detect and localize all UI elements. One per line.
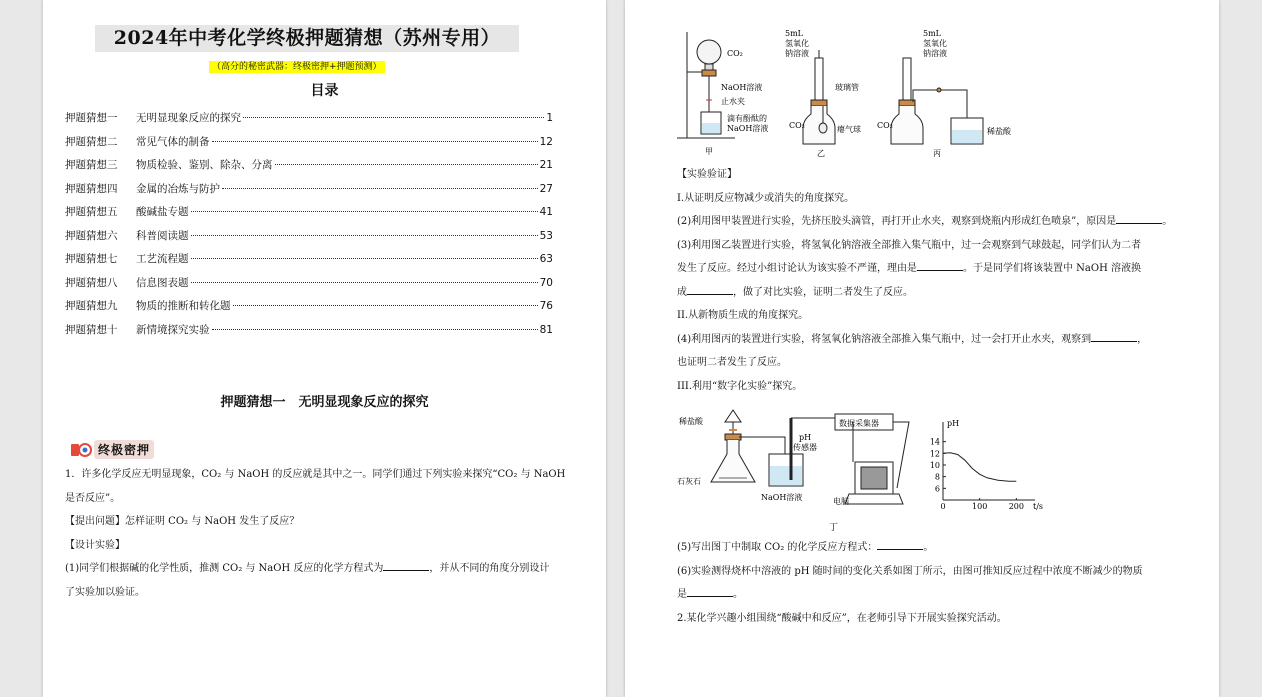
toc-leader-dots <box>275 164 538 165</box>
paragraph-line: I.从证明反应物减少或消失的角度探究。 <box>677 192 855 204</box>
answer-blank[interactable] <box>687 284 733 295</box>
apparatus-figure-2 <box>675 404 1044 534</box>
toc-entry[interactable] <box>65 157 553 181</box>
text-run: 。 <box>733 589 743 600</box>
text-run: (4)利用图丙的装置进行实验，将氢氧化钠溶液全部推入集气瓶中，过一会打开止水夹，观察到 <box>677 333 1092 345</box>
toc-entry-page: 21 <box>539 159 553 171</box>
text-run: 发生了反应。经过小组讨论认为该实验不严谨，理由是 <box>677 263 917 274</box>
toc-entry-label: 无明显现象反应的探究 <box>136 112 241 124</box>
toc-entry[interactable] <box>65 228 553 252</box>
paragraph-line <box>677 210 1207 234</box>
label-naoh-c1: 氢氧化 <box>923 39 947 48</box>
answer-blank[interactable] <box>1116 213 1162 224</box>
paragraph-line <box>677 536 1207 560</box>
text-run: (1)同学们根据碱的化学性质，推测 CO₂ 与 NaOH 反应的化学方程式为 <box>65 563 384 574</box>
toc-entry-page: 63 <box>539 253 553 265</box>
paragraph-line: 【提出问题】怎样证明 CO₂ 与 NaOH 发生了反应？ <box>65 516 300 527</box>
answer-blank[interactable] <box>917 260 963 271</box>
y-tick-label: 10 <box>929 461 940 470</box>
text-run: ，并从不同的角度分别设计 <box>429 563 550 574</box>
paragraph-line: III.利用“数字化实验”探究。 <box>677 380 803 392</box>
label-5ml: 5mL <box>785 29 803 38</box>
toc-leader-dots <box>222 188 538 189</box>
text-run: 。 <box>1162 216 1173 227</box>
label-clip: 止水夹 <box>721 97 745 106</box>
label-naoh-solution-2: NaOH溶液 <box>761 493 803 502</box>
toc-entry-number: 押题猜想四 <box>65 182 118 195</box>
toc-leader-dots <box>243 117 544 118</box>
text-run: 成 <box>677 286 687 298</box>
toc-entry[interactable] <box>65 181 553 205</box>
toc-entry-label: 常见气体的制备 <box>136 135 210 148</box>
toc-leader-dots <box>191 258 538 259</box>
paragraph-line: II.从新物质生成的角度探究。 <box>677 310 809 321</box>
y-tick-label: 6 <box>934 484 940 494</box>
paragraph-line <box>677 281 1207 305</box>
y-tick-label: 14 <box>929 437 940 447</box>
toc-entry-page: 53 <box>539 229 553 242</box>
label-5ml-c: 5mL <box>923 29 941 38</box>
text-run: 是 <box>677 589 687 600</box>
apparatus-ding <box>711 410 909 504</box>
paragraph-line <box>677 328 1207 352</box>
toc-entry[interactable] <box>65 251 553 275</box>
toc-entry-label: 新情境探究实验 <box>136 323 210 336</box>
answer-blank[interactable] <box>383 560 429 571</box>
toc-heading: 目录 <box>310 83 339 99</box>
answer-blank[interactable] <box>1091 331 1137 342</box>
label-bing: 丙 <box>933 149 941 158</box>
text-run: ，做了对比实验，证明二者发生了反应。 <box>733 286 913 298</box>
paragraph-line: 是否反应”。 <box>65 492 121 504</box>
answer-blank[interactable] <box>687 586 733 597</box>
question-1 <box>65 463 585 604</box>
answer-blank[interactable] <box>877 539 923 550</box>
paragraph-line: 【设计实验】 <box>65 539 125 551</box>
label-limestone: 石灰石 <box>677 477 701 486</box>
document-page-right <box>625 0 1219 697</box>
label-computer: 电脑 <box>833 497 849 506</box>
toc-entry[interactable] <box>65 204 553 228</box>
text-run: 。于是同学们将该装置中 NaOH 溶液换 <box>963 263 1141 274</box>
label-phenol-1: 滴有酚酞的 <box>727 114 767 123</box>
badge-label: 终极密押 <box>94 440 154 459</box>
toc-entry[interactable] <box>65 275 553 299</box>
toc-entry-number: 押题猜想三 <box>65 159 118 171</box>
label-ph-sensor-2: 传感器 <box>793 443 817 452</box>
x-tick-label: 0 <box>940 502 946 511</box>
label-yi: 乙 <box>817 149 825 158</box>
text-run: ， <box>1137 333 1148 345</box>
label-naoh-c2: 钠溶液 <box>923 49 947 58</box>
paragraph-line: 2.某化学兴趣小组围绕“酸碱中和反应”，在老师引导下开展实验探究活动。 <box>677 612 1007 624</box>
paragraph-line: (6)实验测得烧杯中溶液的 pH 随时间的变化关系如图丁所示，由图可推知反应过程中浓度不断减少的物质 <box>677 565 1143 577</box>
apparatus-figure-1 <box>675 28 1015 160</box>
paragraph-line: (3)利用图乙装置进行实验，将氢氧化钠溶液全部推入集气瓶中，过一会观察到气球鼓起，同学们认为二者 <box>677 239 1142 251</box>
questions-5-6 <box>677 536 1207 630</box>
text-run: 。 <box>923 542 934 553</box>
paragraph-line: 1．许多化学反应无明显现象，CO₂ 与 NaOH 的反应就是其中之一。同学们通过下列实验来探究“CO₂ 与 NaOH <box>65 469 566 480</box>
apparatus-yi <box>803 50 835 144</box>
toc-entry-number: 押题猜想七 <box>65 253 118 265</box>
document-title: 2024年中考化学终极押题猜想（苏州专用） <box>95 25 519 52</box>
label-dilute-hcl: 稀盐酸 <box>987 127 1011 136</box>
toc-entry-label: 信息图表题 <box>136 276 189 289</box>
apparatus-bing <box>891 58 983 144</box>
toc-entry[interactable] <box>65 298 553 322</box>
label-balloon: 瘪气球 <box>837 125 861 134</box>
toc-entry[interactable] <box>65 322 553 346</box>
toc-entry-label: 物质的推断和转化题 <box>136 300 231 312</box>
toc-entry-page: 76 <box>539 300 553 312</box>
toc-entry-page: 1 <box>546 112 553 124</box>
y-tick-label: 8 <box>934 472 940 482</box>
document-page-left <box>43 0 606 697</box>
toc-entry-number: 押题猜想五 <box>65 206 118 218</box>
toc-entry-number: 押题猜想十 <box>65 323 118 336</box>
toc-entry[interactable] <box>65 134 553 158</box>
label-glass-tube: 玻璃管 <box>835 83 859 92</box>
label-jia: 甲 <box>705 147 713 156</box>
ph-series-line <box>943 453 1016 482</box>
text-run: (5)写出图丁中制取 CO₂ 的化学反应方程式： <box>677 542 878 553</box>
label-naoh-solution: NaOH溶液 <box>721 83 763 92</box>
toc-leader-dots <box>212 141 538 142</box>
toc-entry-label: 科普阅读题 <box>136 229 189 242</box>
section-heading: 押题猜想一 无明显现象反应的探究 <box>220 395 429 410</box>
toc-entry-label: 金属的冶炼与防护 <box>136 182 220 195</box>
paragraph-line <box>65 557 585 581</box>
toc-entry-label: 工艺流程题 <box>136 253 189 265</box>
toc-entry-page: 41 <box>539 206 553 218</box>
paragraph-line: 了实验加以验证。 <box>65 586 145 598</box>
toc-entry-label: 酸碱盐专题 <box>136 206 189 218</box>
label-phenol-2: NaOH溶液 <box>727 124 769 133</box>
label-naoh-b1: 氢氧化 <box>785 39 809 48</box>
toc-entry-page: 27 <box>539 182 553 195</box>
paragraph-line: 也证明二者发生了反应。 <box>677 357 787 368</box>
table-of-contents <box>65 110 553 345</box>
label-ph-sensor-1: pH <box>799 433 812 442</box>
label-dilute-hcl-2: 稀盐酸 <box>679 417 703 426</box>
toc-entry-page: 70 <box>539 276 553 289</box>
toc-entry-number: 押题猜想九 <box>65 300 118 312</box>
toc-entry[interactable] <box>65 110 553 134</box>
document-subtitle: （高分的秘密武器：终极密押+押题预测） <box>209 61 385 73</box>
y-tick-label: 12 <box>929 449 940 459</box>
toc-entry-number: 押题猜想八 <box>65 276 118 289</box>
toc-leader-dots <box>212 329 538 330</box>
toc-leader-dots <box>233 305 538 306</box>
toc-leader-dots <box>191 282 538 283</box>
toc-entry-number: 押题猜想二 <box>65 135 118 148</box>
label-naoh-b2: 钠溶液 <box>785 49 809 58</box>
paragraph-line <box>677 257 1207 281</box>
label-co2-b: CO₂ <box>789 121 805 130</box>
x-axis-label: t/s <box>1033 502 1044 511</box>
toc-entry-number: 押题猜想六 <box>65 229 118 242</box>
text-run: (2)利用图甲装置进行实验，先挤压胶头滴管，再打开止水夹，观察到烧瓶内形成红色喷泉”，原因是 <box>677 216 1117 227</box>
target-icon <box>70 441 94 459</box>
label-data-collector: 数据采集器 <box>839 419 879 428</box>
x-tick-label: 100 <box>972 502 988 511</box>
label-ding: 丁 <box>829 523 839 533</box>
paragraph-line: 【实验验证】 <box>677 169 737 180</box>
toc-entry-page: 12 <box>539 135 553 148</box>
toc-entry-page: 81 <box>539 323 553 336</box>
label-co2: CO₂ <box>727 49 743 58</box>
label-co2-c: CO₂ <box>877 121 893 130</box>
toc-entry-number: 押题猜想一 <box>65 112 118 124</box>
toc-leader-dots <box>191 211 538 212</box>
toc-leader-dots <box>191 235 538 236</box>
x-tick-label: 200 <box>1008 502 1024 511</box>
y-axis-label: pH <box>947 419 960 428</box>
section-badge <box>70 440 154 459</box>
verification-text <box>677 163 1207 398</box>
paragraph-line <box>677 583 1207 607</box>
ph-chart <box>930 419 1043 511</box>
toc-entry-label: 物质检验、鉴别、除杂、分离 <box>136 159 273 171</box>
